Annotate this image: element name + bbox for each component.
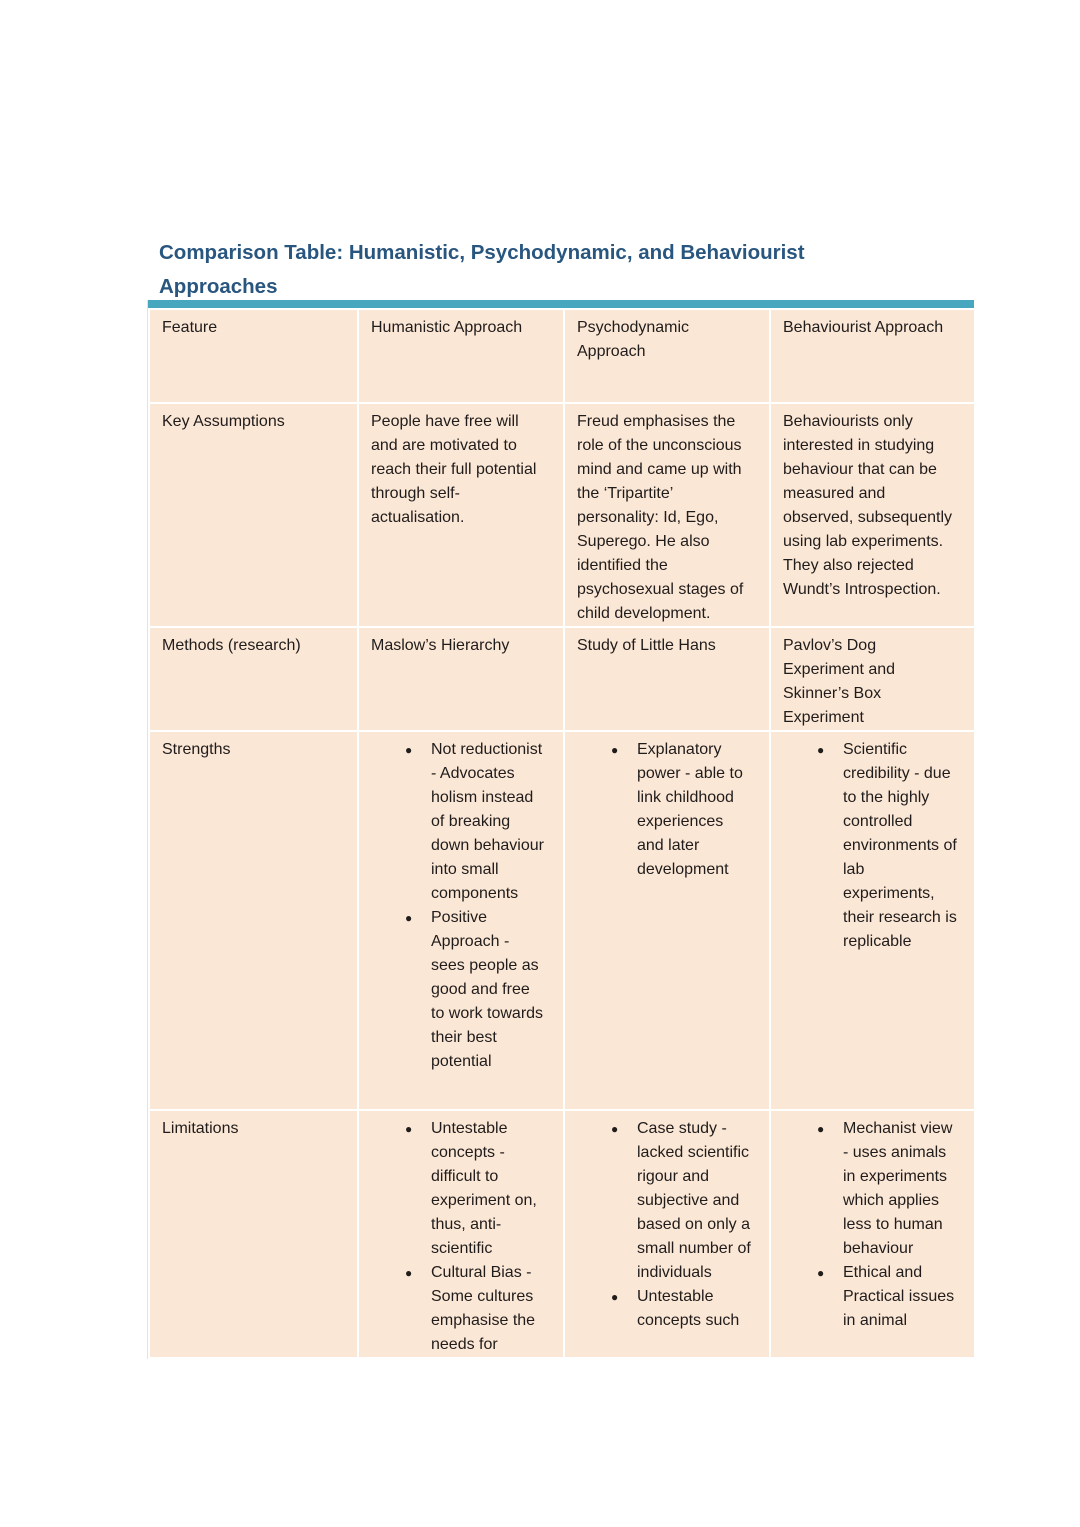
cell-methods-humanistic [358, 627, 564, 731]
bullet-list [815, 738, 964, 954]
cell-text: Behaviourists only interested in studying behaviour that can be measured and observed, subsequently using lab experiments. They also rejected Wundt’s Introspection. [783, 413, 952, 598]
bullet-item: ● Untestable concepts such [609, 1285, 752, 1333]
cell-text: Study of Little Hans [577, 637, 716, 654]
table-header-row [149, 309, 975, 403]
cell-limitations-feature [149, 1110, 358, 1358]
bullet-list [815, 1117, 964, 1333]
bullet-list [403, 738, 553, 1074]
header-humanistic [358, 309, 564, 403]
row-strengths [149, 731, 975, 1110]
cell-text: Pavlov’s Dog Experiment and Skinner’s Box Experiment [783, 637, 896, 726]
header-feature-label: Feature [162, 319, 218, 336]
bullet-list [609, 1117, 759, 1333]
cell-strengths-psychodynamic [564, 731, 770, 1110]
cell-limitations-behaviourist [770, 1110, 975, 1358]
cell-methods-behaviourist [770, 627, 975, 731]
cell-limitations-humanistic [358, 1110, 564, 1358]
cell-strengths-feature [149, 731, 358, 1110]
cell-strengths-humanistic [358, 731, 564, 1110]
header-psychodynamic [564, 309, 770, 403]
page-title-line-2: Approaches [159, 275, 278, 298]
comparison-table [147, 300, 974, 1359]
cell-key-assumptions-humanistic [358, 403, 564, 627]
bullet-item: ● Not reductionist - Advocates holism instead of breaking down behaviour into small components [403, 738, 546, 906]
bullet-item: ● Case study - lacked scientific rigour and subjective and based on only a small number of individuals [609, 1117, 752, 1285]
cell-strengths-behaviourist [770, 731, 975, 1110]
row-label: Key Assumptions [162, 413, 285, 430]
header-feature [149, 309, 358, 403]
row-label: Limitations [162, 1120, 239, 1137]
cell-limitations-psychodynamic [564, 1110, 770, 1358]
bullet-item: ● Positive Approach - sees people as good and free to work towards their best potential [403, 906, 546, 1074]
cell-methods-psychodynamic [564, 627, 770, 731]
row-methods-research [149, 627, 975, 731]
table-accent-bar [148, 300, 974, 308]
bullet-list [609, 738, 759, 882]
row-limitations [149, 1110, 975, 1358]
row-label: Strengths [162, 741, 231, 758]
row-key-assumptions [149, 403, 975, 627]
page-title-line-1: Comparison Table: Humanistic, Psychodynamic, and Behaviourist [159, 241, 805, 264]
header-behaviourist-label: Behaviourist Approach [783, 319, 944, 336]
header-humanistic-label: Humanistic Approach [371, 319, 523, 336]
bullet-item: ● Ethical and Practical issues in animal [815, 1261, 958, 1333]
cell-key-assumptions-psychodynamic [564, 403, 770, 627]
page-title [159, 236, 989, 304]
cell-text: People have free will and are motivated to reach their full potential through self-actualisation. [371, 413, 537, 526]
bullet-list [403, 1117, 553, 1357]
cell-text: Maslow’s Hierarchy [371, 637, 510, 654]
bullet-item: ● Cultural Bias - Some cultures emphasise the needs for [403, 1261, 546, 1357]
bullet-item: ● Explanatory power - able to link childhood experiences and later development [609, 738, 752, 882]
bullet-item: ● Scientific credibility - due to the highly controlled environments of lab experiments, their research is replicable [815, 738, 958, 954]
cell-text: Freud emphasises the role of the unconscious mind and came up with the ‘Tripartite’ personality: Id, Ego, Superego. He also identified the psychosexual stages of child development. [577, 413, 744, 622]
bullet-item: ● Mechanist view - uses animals in experiments which applies less to human behaviour [815, 1117, 958, 1261]
bullet-item: ● Untestable concepts - difficult to experiment on, thus, anti-scientific [403, 1117, 546, 1261]
cell-methods-feature [149, 627, 358, 731]
row-label: Methods (research) [162, 637, 301, 654]
header-psychodynamic-label: Psychodynamic Approach [577, 319, 690, 360]
cell-key-assumptions-behaviourist [770, 403, 975, 627]
header-behaviourist [770, 309, 975, 403]
cell-key-assumptions-feature [149, 403, 358, 627]
